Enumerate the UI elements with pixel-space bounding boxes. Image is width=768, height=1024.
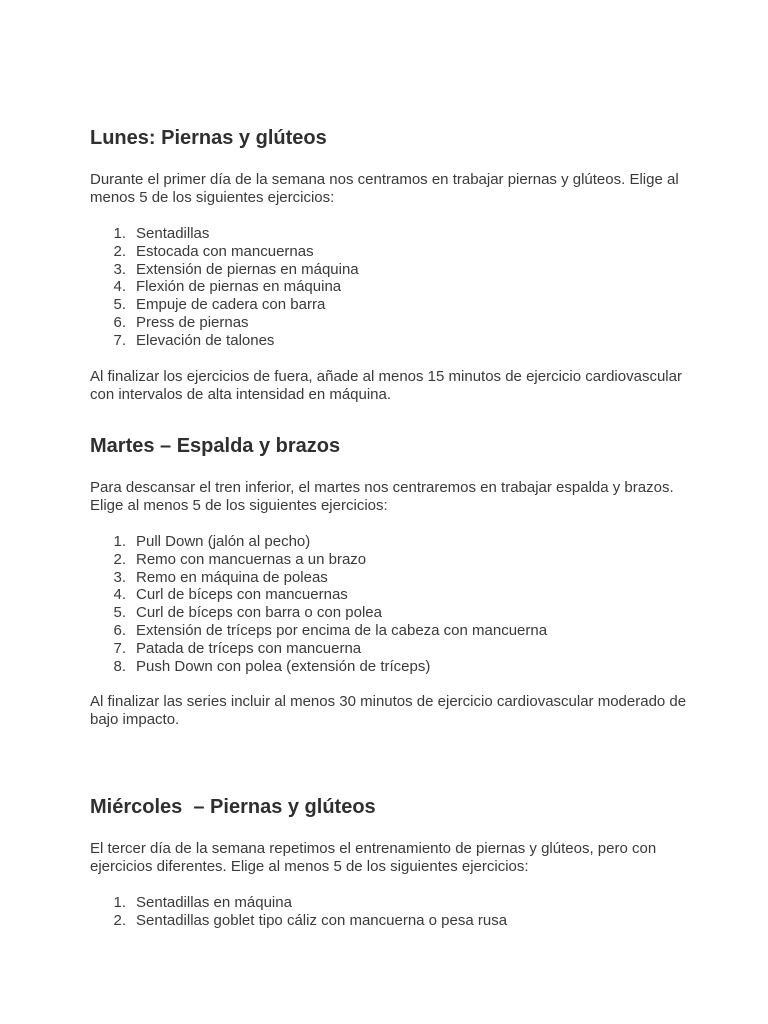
list-item: 5. Curl de bíceps con barra o con polea	[113, 604, 382, 622]
exercise-list	[90, 533, 690, 675]
section-intro: Para descansar el tren inferior, el martes nos centraremos en trabajar espalda y brazos. Elige al menos 5 de los siguientes ejercicios:	[90, 479, 674, 514]
list-item: 4. Flexión de piernas en máquina	[113, 278, 342, 296]
list-item: 2. Sentadillas goblet tipo cáliz con mancuerna o pesa rusa	[113, 911, 508, 929]
exercise-list	[90, 894, 690, 930]
section-monday	[90, 126, 690, 404]
list-item: 6. Press de piernas	[113, 313, 249, 331]
list-item: 3. Extensión de piernas en máquina	[113, 260, 359, 278]
list-item: 7. Patada de tríceps con mancuerna	[113, 639, 362, 657]
list-item: 2. Estocada con mancuernas	[113, 242, 314, 260]
list-item: 4. Curl de bíceps con mancuernas	[113, 586, 348, 604]
list-item: 8. Push Down con polea (extensión de tríceps)	[113, 657, 431, 675]
section-title: Miércoles – Piernas y glúteos	[90, 796, 376, 818]
list-item: 1. Sentadillas en máquina	[113, 894, 292, 911]
section-outro: Al finalizar los ejercicios de fuera, añade al menos 15 minutos de ejercicio cardiovascular con intervalos de alta intensidad en máquina.	[90, 367, 682, 403]
section-tuesday	[90, 434, 690, 729]
section-title: Lunes: Piernas y glúteos	[90, 127, 327, 149]
section-intro: El tercer día de la semana repetimos el entrenamiento de piernas y glúteos, pero con ejercicios diferentes. Elige al menos 5 de los siguientes ejercicios:	[90, 840, 657, 875]
list-item: 1. Sentadillas	[113, 225, 210, 242]
list-item: 5. Empuje de cadera con barra	[113, 296, 326, 314]
section-title: Martes – Espalda y brazos	[90, 435, 341, 457]
exercise-list	[90, 225, 690, 350]
section-wednesday	[90, 795, 690, 930]
section-intro: Durante el primer día de la semana nos centramos en trabajar piernas y glúteos. Elige al menos 5 de los siguientes ejercicios:	[90, 171, 679, 206]
section-outro: Al finalizar las series incluir al menos 30 minutos de ejercicio cardiovascular moderado de bajo impacto.	[90, 693, 687, 729]
list-item: 7. Elevación de talones	[113, 331, 275, 349]
list-item: 1. Pull Down (jalón al pecho)	[113, 533, 311, 550]
list-item: 2. Remo con mancuernas a un brazo	[113, 550, 367, 568]
list-item: 3. Remo en máquina de poleas	[113, 568, 328, 586]
list-item: 6. Extensión de tríceps por encima de la cabeza con mancuerna	[113, 621, 548, 639]
